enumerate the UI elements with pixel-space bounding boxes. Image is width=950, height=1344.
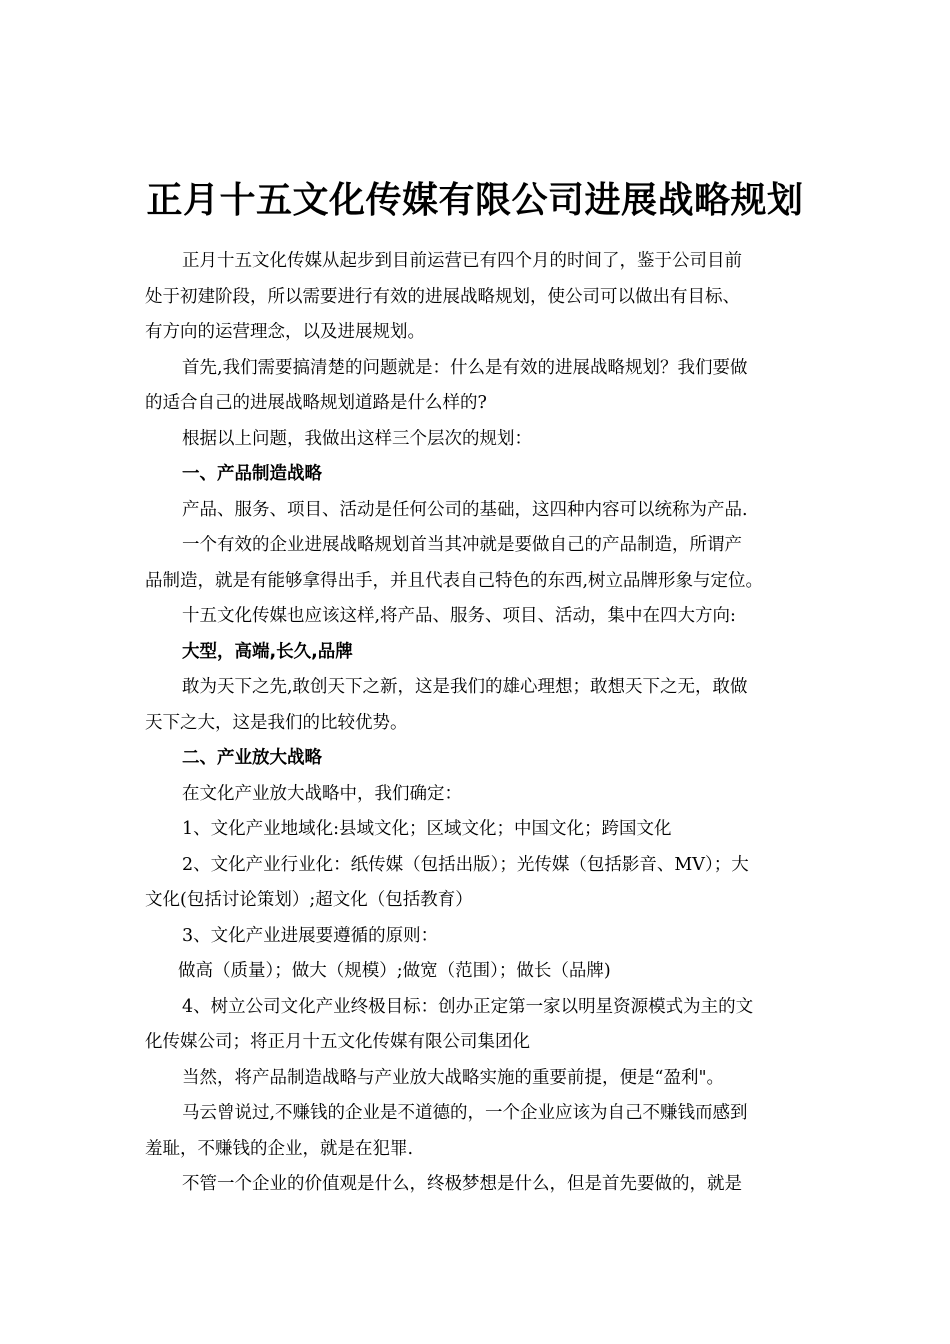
line: 产品、服务、项目、活动是任何公司的基础，这四种内容可以统称为产品. (182, 499, 748, 520)
line: 4、树立公司文化产业终极目标：创办正定第一家以明星资源模式为主的文 (182, 996, 754, 1017)
paragraph-products (145, 493, 815, 529)
paragraph-manufacture (145, 528, 815, 599)
four-directions (145, 635, 815, 671)
list-item-1 (145, 812, 815, 848)
line: 1、文化产业地域化:县域文化；区域文化；中国文化；跨国文化 (182, 819, 672, 839)
line: 一、产品制造战略 (182, 464, 322, 484)
line: 有方向的运营理念，以及进展规划。 (145, 322, 425, 342)
paragraph-ambition (145, 670, 815, 741)
paragraph-mayun (145, 1096, 815, 1167)
line: 品制造，就是有能够拿得出手，并且代表自己特色的东西,树立品牌形象与定位。 (145, 570, 764, 591)
line: 处于初建阶段，所以需要进行有效的进展战略规划，使公司可以做出有目标、 (145, 286, 740, 307)
line: 二、产业放大战略 (182, 748, 322, 768)
section-heading-product-strategy (145, 457, 815, 493)
line: 天下之大，这是我们的比较优势。 (145, 712, 408, 733)
document-title: 正月十五文化传媒有限公司进展战略规划 (146, 180, 804, 221)
list-item-3-detail (145, 954, 815, 990)
line: 做高（质量）；做大（规模）;做宽（范围）；做长（品牌) (178, 961, 611, 981)
line: 羞耻，不赚钱的企业，就是在犯罪. (145, 1138, 414, 1159)
paragraph-directions (145, 599, 815, 635)
paragraph-values (145, 1167, 815, 1203)
line: 敢为天下之先,敢创天下之新，这是我们的雄心理想；敢想天下之无，敢做 (182, 677, 748, 697)
line: 化传媒公司；将正月十五文化传媒有限公司集团化 (145, 1032, 530, 1052)
list-item-4 (145, 990, 815, 1061)
paragraph-intro (145, 244, 815, 351)
line: 大型，高端,长久,品牌 (182, 641, 353, 662)
list-item-3 (145, 919, 815, 955)
paragraph-question (145, 351, 815, 422)
line: 3、文化产业进展要遵循的原则： (182, 925, 439, 946)
line: 十五文化传媒也应该这样,将产品、服务、项目、活动，集中在四大方向: (182, 606, 736, 626)
paragraph-confirm (145, 777, 815, 813)
section-heading-industry-strategy (145, 741, 815, 777)
paragraph-profit (145, 1061, 815, 1097)
line: 根据以上问题，我做出这样三个层次的规划： (182, 428, 532, 449)
document-body (145, 244, 815, 1203)
line: 的适合自己的进展战略规划道路是什么样的? (145, 393, 487, 413)
line: 2、文化产业行业化：纸传媒（包括出版）；光传媒（包括影音、MV）；大 (182, 854, 749, 875)
line: 马云曾说过,不赚钱的企业是不道德的，一个企业应该为自己不赚钱而感到 (182, 1103, 748, 1123)
line: 不管一个企业的价值观是什么，终极梦想是什么，但是首先要做的，就是 (182, 1174, 742, 1194)
line: 正月十五文化传媒从起步到目前运营已有四个月的时间了，鉴于公司目前 (182, 251, 742, 271)
line: 文化(包括讨论策划）;超文化（包括教育） (145, 890, 473, 910)
paragraph-plan-intro (145, 422, 815, 458)
list-item-2 (145, 848, 815, 919)
line: 首先,我们需要搞清楚的问题就是：什么是有效的进展战略规划？我们要做 (182, 357, 748, 378)
line: 在文化产业放大战略中，我们确定： (182, 783, 462, 804)
line: 当然，将产品制造战略与产业放大战略实施的重要前提，便是“盈利"。 (182, 1067, 724, 1088)
line: 一个有效的企业进展战略规划首当其冲就是要做自己的产品制造，所谓产 (182, 535, 742, 555)
